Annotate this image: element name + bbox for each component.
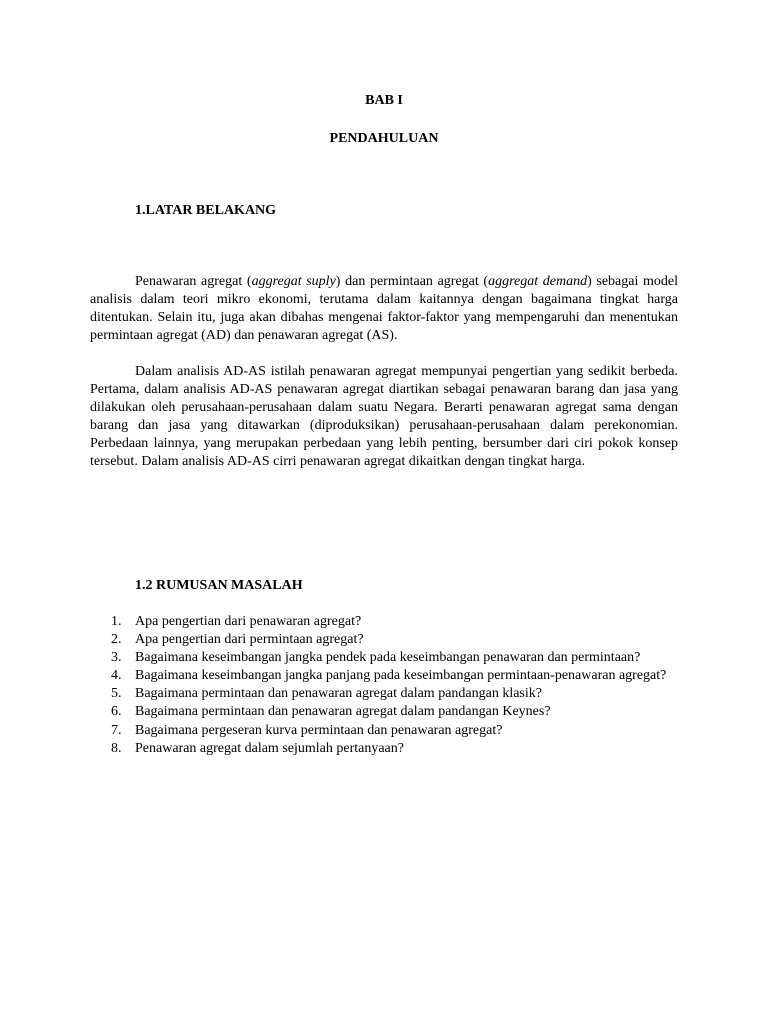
list-item-text: Bagaimana keseimbangan jangka pendek pada keseimbangan penawaran dan permintaan? [135, 650, 641, 666]
list-item-number: 8. [111, 740, 122, 756]
list-item-number: 6. [111, 704, 122, 720]
list-item-number: 3. [111, 650, 122, 666]
list-item [90, 649, 678, 667]
paragraph-1 [90, 273, 678, 345]
list-item-text: Apa pengertian dari penawaran agregat? [135, 614, 362, 629]
list-item-number: 2. [111, 632, 122, 648]
list-item [90, 685, 678, 703]
list-item-number: 5. [111, 686, 122, 702]
list-item [90, 740, 678, 758]
paragraph-1-text-b: ) dan permintaan agregat ( [335, 274, 489, 289]
list-item [90, 722, 678, 740]
list-item [90, 703, 678, 721]
list-item-text: Bagaimana keseimbangan jangka panjang pada keseimbangan permintaan-penawaran agregat? [135, 668, 667, 684]
list-item-text: Bagaimana permintaan dan penawaran agregat dalam pandangan klasik? [135, 686, 542, 702]
question-list [90, 613, 678, 758]
paragraph-1-text-a: Penawaran agregat ( [135, 274, 252, 289]
list-item-number: 1. [111, 614, 122, 629]
list-item-number: 7. [111, 722, 122, 738]
list-item-text: Penawaran agregat dalam sejumlah pertanyaan? [135, 740, 404, 756]
list-item-number: 4. [111, 668, 122, 684]
section-heading-rumusan-masalah: 1.2 RUMUSAN MASALAH [135, 578, 303, 593]
section-heading-latar-belakang: 1.LATAR BELAKANG [135, 203, 277, 218]
chapter-number: BAB I [365, 93, 403, 108]
list-item-text: Apa pengertian dari permintaan agregat? [135, 632, 364, 648]
paragraph-1-italic-term-1: aggregat suply [251, 274, 336, 289]
list-item [90, 631, 678, 649]
list-item [90, 613, 678, 631]
paragraph-1-italic-term-2: aggregat demand [488, 274, 588, 289]
list-item-text: Bagaimana permintaan dan penawaran agregat dalam pandangan Keynes? [135, 704, 551, 720]
list-item [90, 667, 678, 685]
paragraph-1-text-c: ) sebagai model analisis dalam teori mikro ekonomi, terutama dalam kaitannya dengan bagaimana tingkat harga ditentukan. Selain itu, juga akan dibahas mengenai faktor-faktor yang mempengaruhi dan menentukan permintaan agregat (AD) dan penawaran agregat (AS). [90, 274, 678, 344]
paragraph-2: Dalam analisis AD-AS istilah penawaran agregat mempunyai pengertian yang sedikit berbeda. Pertama, dalam analisis AD-AS penawaran agregat diartikan sebagai penawaran barang dan jasa yang dilakukan oleh perusahaan-perusahaan dalam suatu Negara. Berarti penawaran agregat sama dengan barang dan jasa yang ditawarkan (diproduksikan) perusahaan-perusahaan dalam perekonomian. Perbedaan lainnya, yang merupakan perbedaan yang lebih penting, bersumber dari ciri pokok konsep tersebut. Dalam analisis AD-AS cirri penawaran agregat dikaitkan dengan tingkat harga. [90, 364, 678, 470]
list-item-text: Bagaimana pergeseran kurva permintaan dan penawaran agregat? [135, 722, 503, 738]
chapter-title: PENDAHULUAN [329, 131, 439, 146]
